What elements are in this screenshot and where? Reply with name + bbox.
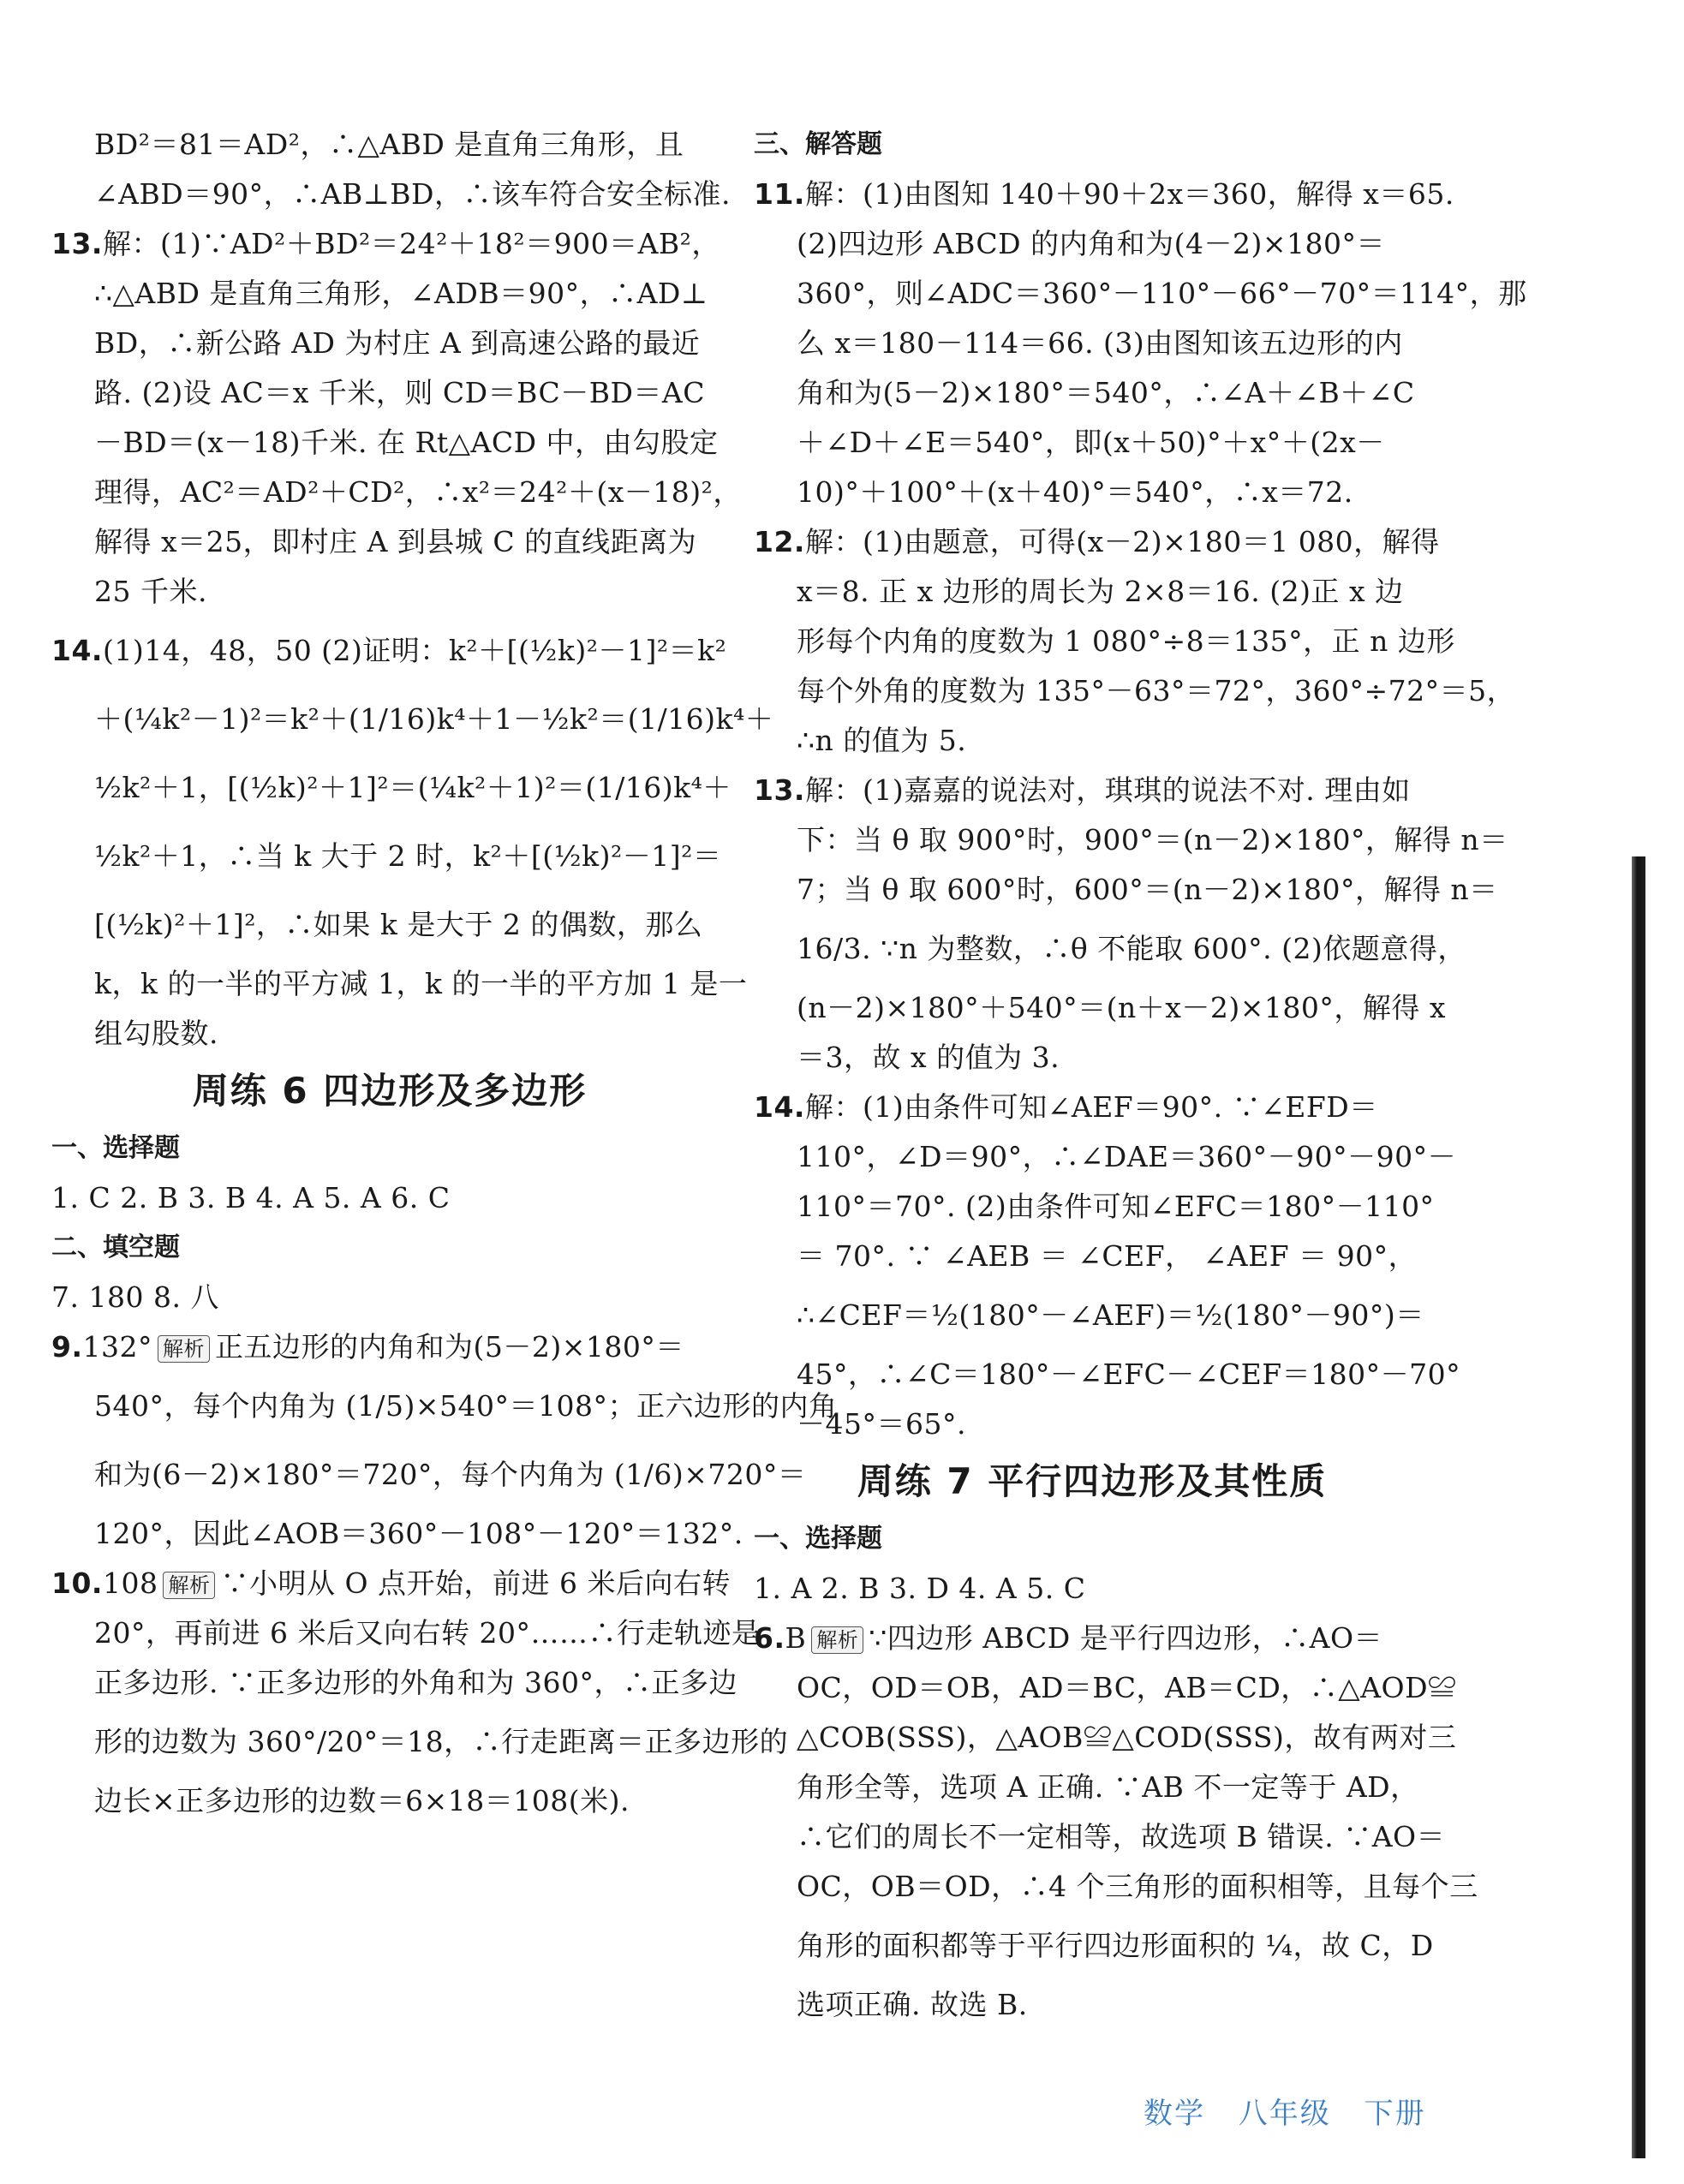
answer-text: 1. A 2. B 3. D 4. A 5. C xyxy=(754,1572,1086,1605)
answer-text: 角形的面积都等于平行四边形面积的 ¼，故 C，D xyxy=(797,1929,1434,1962)
answer-text: (2)四边形 ABCD 的内角和为(4－2)×180°＝ xyxy=(797,227,1386,260)
answer-line xyxy=(754,1182,1435,1232)
answer-line xyxy=(754,1232,1430,1281)
answer-text: ∵四边形 ABCD 是平行四边形，∴AO＝ xyxy=(869,1621,1383,1655)
answer-text: 132° xyxy=(82,1330,152,1364)
answer-text: 20°，再前进 6 米后又向右转 20°……∴行走轨迹是 xyxy=(94,1616,761,1650)
answer-text: ½k²＋1，[(½k)²＋1]²＝(¼k²＋1)²＝(1/16)k⁴＋ xyxy=(94,771,732,804)
answer-text: 和为(6－2)×180°＝720°，每个内角为 (1/6)×720°＝ xyxy=(94,1458,807,1491)
answer-line xyxy=(51,1441,807,1509)
answer-text: 解：(1)由图知 140＋90＋2x＝360，解得 x＝65. xyxy=(804,177,1454,211)
answer-text: BD，∴新公路 AD 为村庄 A 到高速公路的最近 xyxy=(94,326,701,360)
answer-text: 正五边形的内角和为(5－2)×180°＝ xyxy=(215,1330,684,1364)
answer-text: (1)14，48，50 (2)证明：k²＋[(½k)²－1]²＝k² xyxy=(102,634,727,667)
answer-text: 解：(1)由题意，可得(x－2)×180＝1 080，解得 xyxy=(804,525,1440,558)
answer-line xyxy=(754,766,1430,815)
question-number: 14. xyxy=(51,634,103,667)
answer-text: 解：(1)嘉嘉的说法对，琪琪的说法不对. 理由如 xyxy=(804,773,1411,807)
answer-line xyxy=(51,617,728,685)
chapter-title: 周练 6 四边形及多边形 xyxy=(192,1070,588,1112)
analysis-tag: 解析 xyxy=(163,1572,215,1599)
answer-line xyxy=(754,319,1430,368)
answer-text: ＝3，故 x 的值为 3. xyxy=(797,1041,1060,1074)
answer-text: ∴△ABD 是直角三角形，∠ADB＝90°，∴AD⊥ xyxy=(94,277,708,310)
question-number: 11. xyxy=(754,177,805,211)
answer-text: －BD＝(x－18)千米. 在 Rt△ACD 中，由勾股定 xyxy=(94,426,719,459)
answer-line xyxy=(754,1812,1446,1862)
answer-line xyxy=(51,1708,789,1776)
answer-text: ＝ 70°. ∵ ∠AEB ＝ ∠CEF， ∠AEF ＝ 90°， xyxy=(797,1239,1418,1273)
answer-line xyxy=(51,319,728,368)
answer-line xyxy=(754,1663,1457,1713)
answer-line xyxy=(51,1009,728,1059)
answer-text: ½k²＋1，∴当 k 大于 2 时，k²＋[(½k)²－1]²＝ xyxy=(94,839,722,873)
answer-line xyxy=(754,666,1516,716)
answer-line xyxy=(51,754,732,822)
answer-line xyxy=(754,716,1430,766)
answer-text: 么 x＝180－114＝66. (3)由图知该五边形的内 xyxy=(797,326,1403,360)
answer-text: 1. C 2. B 3. B 4. A 5. A 6. C xyxy=(51,1181,451,1214)
answer-text: 10)°＋100°＋(x＋40)°＝540°，∴x＝72. xyxy=(797,475,1353,509)
footer-label: 数学 八年级 下册 xyxy=(1144,2097,1426,2131)
answer-text: ∴它们的周长不一定相等，故选项 B 错误. ∵AO＝ xyxy=(797,1820,1446,1853)
answer-text: k，k 的一半的平方减 1，k 的一半的平方加 1 是一 xyxy=(94,967,748,1000)
answer-text: 7；当 θ 取 600°时，600°＝(n－2)×180°，解得 n＝ xyxy=(797,873,1498,906)
answer-line xyxy=(754,517,1440,567)
analysis-tag: 解析 xyxy=(158,1335,210,1363)
answer-line xyxy=(51,1776,728,1826)
answer-text: 解：(1)由条件可知∠AEF＝90°. ∵∠EFD＝ xyxy=(804,1090,1378,1124)
answer-line xyxy=(51,219,728,269)
answer-text: ∴n 的值为 5. xyxy=(797,724,967,757)
question-number: 13. xyxy=(51,227,103,260)
answer-line xyxy=(754,368,1430,418)
answer-text: 形每个内角的度数为 1 080°÷8＝135°，正 n 边形 xyxy=(797,624,1455,658)
answer-text: ＋(¼k²－1)²＝k²＋(1/16)k⁴＋1－½k²＝(1/16)k⁴＋ xyxy=(94,702,774,736)
answer-text: x＝8. 正 x 边形的周长为 2×8＝16. (2)正 x 边 xyxy=(797,575,1404,608)
answer-text: 解得 x＝25，即村庄 A 到县城 C 的直线距离为 xyxy=(94,525,697,558)
answer-line xyxy=(51,418,728,468)
answer-line xyxy=(51,269,728,319)
answer-line xyxy=(754,1980,1430,2030)
answer-line xyxy=(754,915,1466,983)
analysis-tag: 解析 xyxy=(811,1626,863,1654)
answer-text: (n－2)×180°＋540°＝(n＋x－2)×180°，解得 x xyxy=(797,991,1446,1024)
answer-line xyxy=(754,865,1498,915)
answer-text: 形的边数为 360°/20°＝18，∴行走距离＝正多边形的 xyxy=(94,1725,789,1758)
answer-line xyxy=(754,815,1508,865)
answer-line xyxy=(754,1912,1434,1980)
answer-line xyxy=(51,170,731,219)
answer-text: 7. 180 8. 八 xyxy=(51,1280,219,1314)
answer-line xyxy=(754,1350,1461,1399)
question-number: 10. xyxy=(51,1566,103,1600)
question-number: 6. xyxy=(754,1621,785,1655)
answer-text: ＋∠D＋∠E＝540°，即(x＋50)°＋x°＋(2x－ xyxy=(797,426,1385,459)
answer-line xyxy=(754,1763,1430,1812)
answer-text: 边长×正多边形的边数＝6×18＝108(米). xyxy=(94,1784,630,1817)
section-heading: 二、填空题 xyxy=(51,1232,180,1262)
answer-line xyxy=(51,685,774,754)
question-number: 12. xyxy=(754,525,805,558)
answer-line xyxy=(754,1033,1430,1083)
answer-line xyxy=(51,1322,728,1372)
answer-text: 角形全等，选项 A 正确. ∵AB 不一定等于 AD， xyxy=(797,1770,1419,1804)
answer-text: 下：当 θ 取 900°时，900°＝(n－2)×180°，解得 n＝ xyxy=(797,823,1508,856)
answer-line xyxy=(754,1713,1457,1763)
answer-text: ∠ABD＝90°，∴AB⊥BD，∴该车符合安全标准. xyxy=(94,177,731,211)
answer-line xyxy=(51,891,728,959)
question-number: 14. xyxy=(754,1090,805,1124)
answer-line xyxy=(754,269,1527,319)
answer-line xyxy=(51,822,728,891)
answer-text: OC，OB＝OD，∴4 个三角形的面积相等，且每个三 xyxy=(797,1870,1478,1903)
answer-text: △COB(SSS)，△AOB≌△COD(SSS)，故有两对三 xyxy=(797,1721,1457,1754)
answer-line xyxy=(754,567,1430,617)
answer-text: 16/3. ∵n 为整数，∴θ 不能取 600°. (2)依题意得， xyxy=(797,932,1466,965)
section-heading: 三、解答题 xyxy=(754,129,882,159)
question-number: 13. xyxy=(754,773,805,807)
answer-line xyxy=(754,1862,1478,1912)
answer-text: 360°，则∠ADC＝360°－110°－66°－70°＝114°，那 xyxy=(797,277,1527,310)
answer-line xyxy=(51,1173,728,1223)
answer-line xyxy=(51,1608,761,1658)
answer-text: 路. (2)设 AC＝x 千米，则 CD＝BC－BD＝AC xyxy=(94,376,705,409)
answer-text: ∴∠CEF＝½(180°－∠AEF)＝½(180°－90°)＝ xyxy=(797,1298,1424,1332)
answer-text: [(½k)²＋1]²，∴如果 k 是大于 2 的偶数，那么 xyxy=(94,908,703,941)
answer-text: 110°，∠D＝90°，∴∠DAE＝360°－90°－90°－ xyxy=(797,1140,1457,1173)
answer-line xyxy=(51,567,728,617)
answer-line xyxy=(754,983,1446,1033)
right-column xyxy=(754,120,1527,2030)
answer-line xyxy=(51,959,748,1009)
answer-line xyxy=(754,1614,1430,1663)
answer-text: 解：(1)∵AD²＋BD²＝24²＋18²＝900＝AB²， xyxy=(102,227,720,260)
scan-edge-shadow xyxy=(1632,856,1645,2158)
answer-line xyxy=(754,1399,1430,1449)
answer-line xyxy=(754,468,1430,517)
answer-line xyxy=(754,1083,1430,1132)
answer-line xyxy=(51,1658,737,1708)
answer-text: B xyxy=(785,1621,807,1655)
answer-line xyxy=(51,517,728,567)
answer-line xyxy=(51,1559,731,1608)
chapter-title: 周练 7 平行四边形及其性质 xyxy=(857,1460,1328,1502)
answer-text: 正多边形. ∵正多边形的外角和为 360°，∴正多边 xyxy=(94,1666,737,1699)
answer-line xyxy=(754,170,1454,219)
answer-line xyxy=(51,1372,838,1441)
answer-text: 选项正确. 故选 B. xyxy=(797,1988,1028,2021)
section-heading: 一、选择题 xyxy=(51,1133,180,1163)
answer-text: BD²＝81＝AD²，∴△ABD 是直角三角形，且 xyxy=(94,128,684,161)
answer-text: 110°＝70°. (2)由条件可知∠EFC＝180°－110° xyxy=(797,1190,1435,1223)
answer-text: 108 xyxy=(102,1566,158,1600)
answer-text: 25 千米. xyxy=(94,575,207,608)
answer-line xyxy=(754,219,1430,269)
answer-text: 45°，∴∠C＝180°－∠EFC－∠CEF＝180°－70° xyxy=(797,1358,1461,1391)
answer-text: ∵小明从 O 点开始，前进 6 米后向右转 xyxy=(220,1566,731,1600)
answer-text: 理得，AC²＝AD²＋CD²，∴x²＝24²＋(x－18)²， xyxy=(94,475,742,509)
section-heading: 一、选择题 xyxy=(754,1524,882,1554)
answer-line xyxy=(754,1281,1430,1350)
answer-text: 组勾股数. xyxy=(94,1017,218,1050)
answer-text: OC，OD＝OB，AD＝BC，AB＝CD，∴△AOD≌ xyxy=(797,1671,1457,1704)
answer-line xyxy=(754,1132,1457,1182)
answer-line xyxy=(51,1273,728,1322)
answer-line xyxy=(754,418,1430,468)
answer-line xyxy=(51,468,742,517)
answer-line xyxy=(51,120,728,170)
question-number: 9. xyxy=(51,1330,83,1364)
answer-line xyxy=(754,1564,1430,1614)
answer-line xyxy=(754,617,1455,666)
answer-text: 540°，每个内角为 (1/5)×540°＝108°；正六边形的内角 xyxy=(94,1389,838,1423)
answer-text: 120°，因此∠AOB＝360°－108°－120°＝132°. xyxy=(94,1517,743,1550)
answer-text: 每个外角的度数为 135°－63°＝72°，360°÷72°＝5， xyxy=(797,674,1516,707)
answer-line xyxy=(51,1509,743,1559)
answer-text: －45°＝65°. xyxy=(797,1407,966,1441)
answer-text: 角和为(5－2)×180°＝540°，∴∠A＋∠B＋∠C xyxy=(797,376,1415,409)
answer-line xyxy=(51,368,728,418)
